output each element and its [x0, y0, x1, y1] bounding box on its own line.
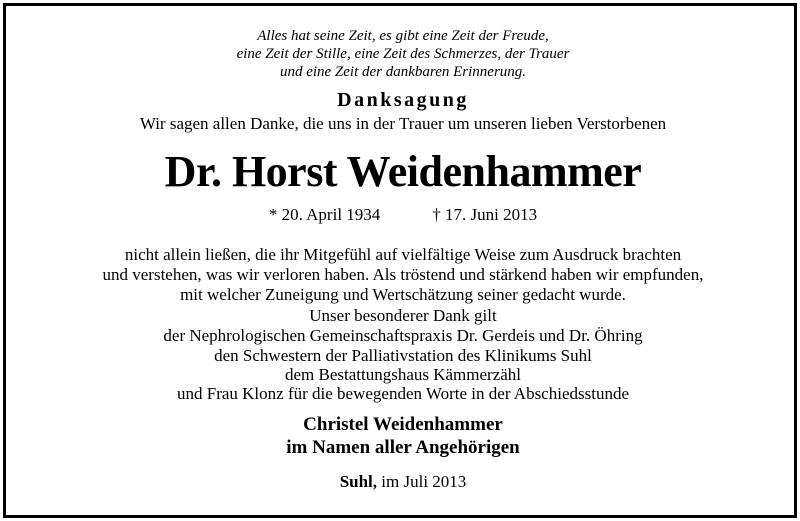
- special-thanks-line-5: und Frau Klonz für die bewegenden Worte in der Abschiedsstunde: [176, 384, 629, 403]
- motto-line-2: eine Zeit der Stille, eine Zeit des Schmerzes, der Trauer: [236, 46, 570, 62]
- date: im Juli 2013: [381, 472, 467, 491]
- thanks-line-2: und verstehen, was wir verloren haben. Als tröstend und stärkend haben wir empfunden,: [102, 265, 704, 284]
- place-date: [6, 472, 800, 492]
- thanks-line-3: mit welcher Zuneigung und Wertschätzung seiner gedacht wurde.: [180, 285, 626, 304]
- special-thanks-line-2: der Nephrologischen Gemeinschaftspraxis Dr. Gerdeis und Dr. Öhring: [163, 326, 643, 345]
- life-dates: [6, 205, 800, 225]
- intro-text: Wir sagen allen Danke, die uns in der Trauer um unseren lieben Verstorbenen: [139, 114, 667, 133]
- signer-note: im Namen aller Angehörigen: [286, 437, 520, 458]
- birth-date: * 20. April 1934: [268, 205, 381, 224]
- thanks-line-1: nicht allein ließen, die ihr Mitgefühl auf vielfältige Weise zum Ausdruck brachten: [124, 245, 682, 264]
- special-thanks-line-1: Unser besonderer Dank gilt: [309, 306, 497, 325]
- death-date: † 17. Juni 2013: [432, 205, 538, 224]
- special-thanks-line-3: den Schwestern der Palliativstation des Klinikums Suhl: [214, 346, 592, 365]
- deceased-name: Dr. Horst Weidenhammer: [164, 147, 642, 196]
- motto-line-1: Alles hat seine Zeit, es gibt eine Zeit der Freude,: [257, 28, 549, 44]
- special-thanks-line-4: dem Bestattungshaus Kämmerzähl: [284, 365, 522, 384]
- signer-name: Christel Weidenhammer: [303, 414, 503, 435]
- notice-frame: [3, 3, 797, 518]
- place: Suhl,: [339, 472, 378, 491]
- motto-line-3: und eine Zeit der dankbaren Erinnerung.: [279, 64, 527, 80]
- heading: Danksagung: [337, 89, 469, 111]
